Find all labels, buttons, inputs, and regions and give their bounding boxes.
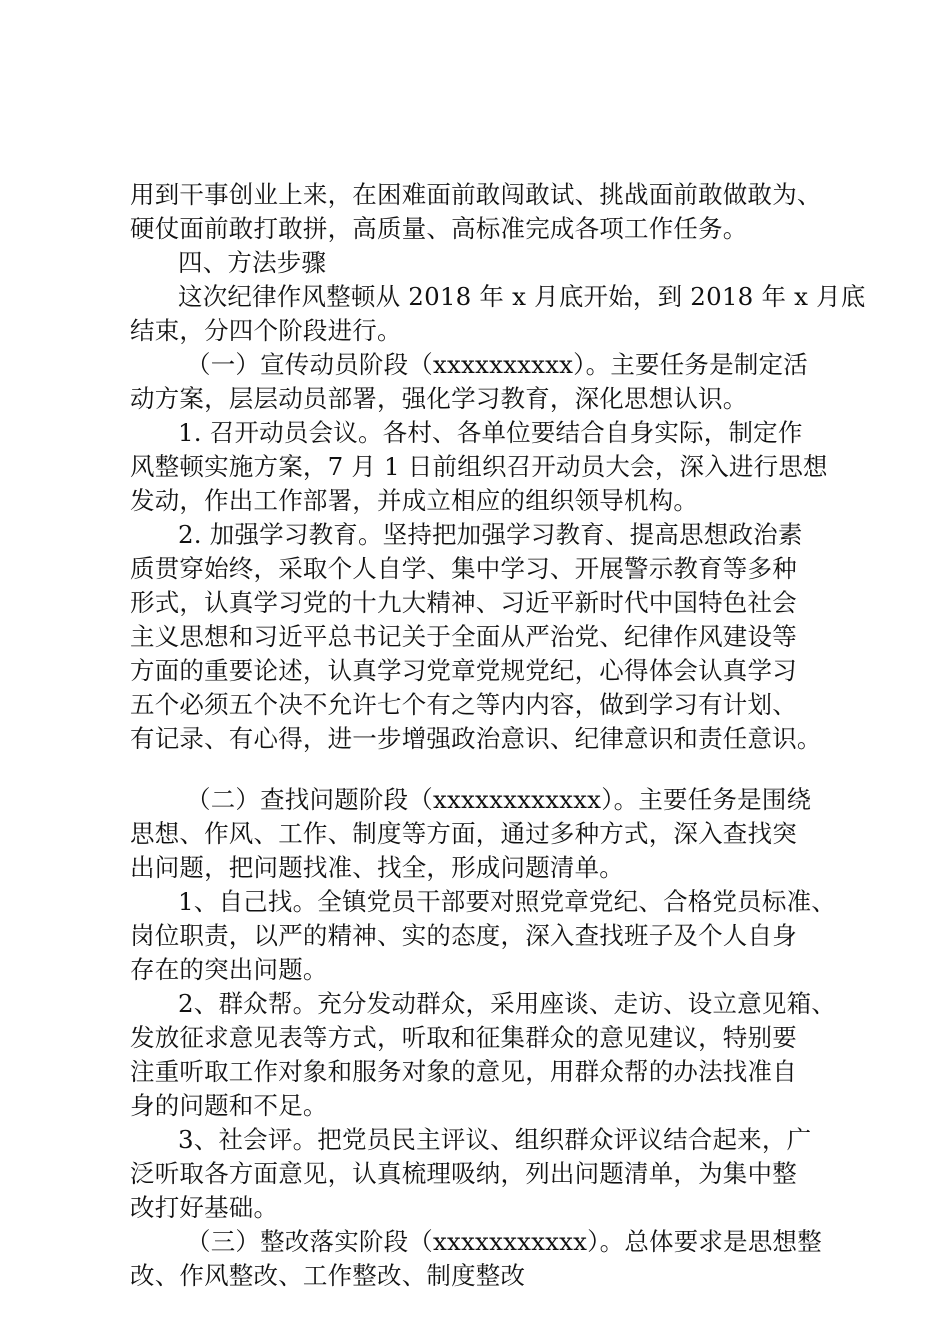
text-line: 2. 加强学习教育。坚持把加强学习教育、提高思想政治素 (178, 520, 803, 549)
subsection-line: （三）整改落实阶段（xxxxxxxxxxx）。总体要求是思想整 (186, 1227, 822, 1256)
text-line: 存在的突出问题。 (130, 955, 328, 984)
subsection-line: （一）宣传动员阶段（xxxxxxxxxx）。主要任务是制定活 (186, 350, 808, 379)
text-line: 质贯穿始终，采取个人自学、集中学习、开展警示教育等多种 (130, 554, 797, 583)
text-line: 有记录、有心得，进一步增强政治意识、纪律意识和责任意识。 (130, 724, 822, 753)
subsection-line: （二）查找问题阶段（xxxxxxxxxxxx）。主要任务是围绕 (186, 785, 812, 814)
text-line: 泛听取各方面意见，认真梳理吸纳，列出问题清单，为集中整 (130, 1159, 797, 1188)
text-line: 出问题，把问题找准、找全，形成问题清单。 (130, 853, 624, 882)
text-line: 2、群众帮。充分发动群众，采用座谈、走访、设立意见箱、 (178, 989, 836, 1018)
text-line: 方面的重要论述，认真学习党章党规党纪，心得体会认真学习 (130, 656, 797, 685)
text-line: 身的问题和不足。 (130, 1091, 328, 1120)
text-line: 3、社会评。把党员民主评议、组织群众评议结合起来，广 (178, 1125, 812, 1154)
text-line: 改、作风整改、工作整改、制度整改 (130, 1261, 526, 1290)
text-line: 1、自己找。全镇党员干部要对照党章党纪、合格党员标准、 (178, 887, 836, 916)
text-line: 发放征求意见表等方式，听取和征集群众的意见建议，特别要 (130, 1023, 797, 1052)
text-line: 这次纪律作风整顿从 2018 年 x 月底开始，到 2018 年 x 月底 (178, 282, 866, 311)
text-line: 主义思想和习近平总书记关于全面从严治党、纪律作风建设等 (130, 622, 797, 651)
text-line: 形式，认真学习党的十九大精神、习近平新时代中国特色社会 (130, 588, 797, 617)
text-line: 结束，分四个阶段进行。 (130, 316, 402, 345)
text-line: 注重听取工作对象和服务对象的意见，用群众帮的办法找准自 (130, 1057, 797, 1086)
text-line: 发动，作出工作部署，并成立相应的组织领导机构。 (130, 486, 699, 515)
text-line: 动方案，层层动员部署，强化学习教育，深化思想认识。 (130, 384, 748, 413)
text-line: 改打好基础。 (130, 1193, 279, 1222)
text-line: 1. 召开动员会议。各村、各单位要结合自身实际，制定作 (178, 418, 803, 447)
text-line: 五个必须五个决不允许七个有之等内内容，做到学习有计划、 (130, 690, 797, 719)
text-line: 岗位职责，以严的精神、实的态度，深入查找班子及个人自身 (130, 921, 797, 950)
text-line: 硬仗面前敢打敢拼，高质量、高标准完成各项工作任务。 (130, 214, 748, 243)
text-line: 思想、作风、工作、制度等方面，通过多种方式，深入查找突 (130, 819, 797, 848)
text-line: 用到干事创业上来，在困难面前敢闯敢试、挑战面前敢做敢为、 (130, 180, 822, 209)
text-line: 风整顿实施方案，7 月 1 日前组织召开动员大会，深入进行思想 (130, 452, 828, 481)
section-heading: 四、方法步骤 (178, 248, 327, 277)
